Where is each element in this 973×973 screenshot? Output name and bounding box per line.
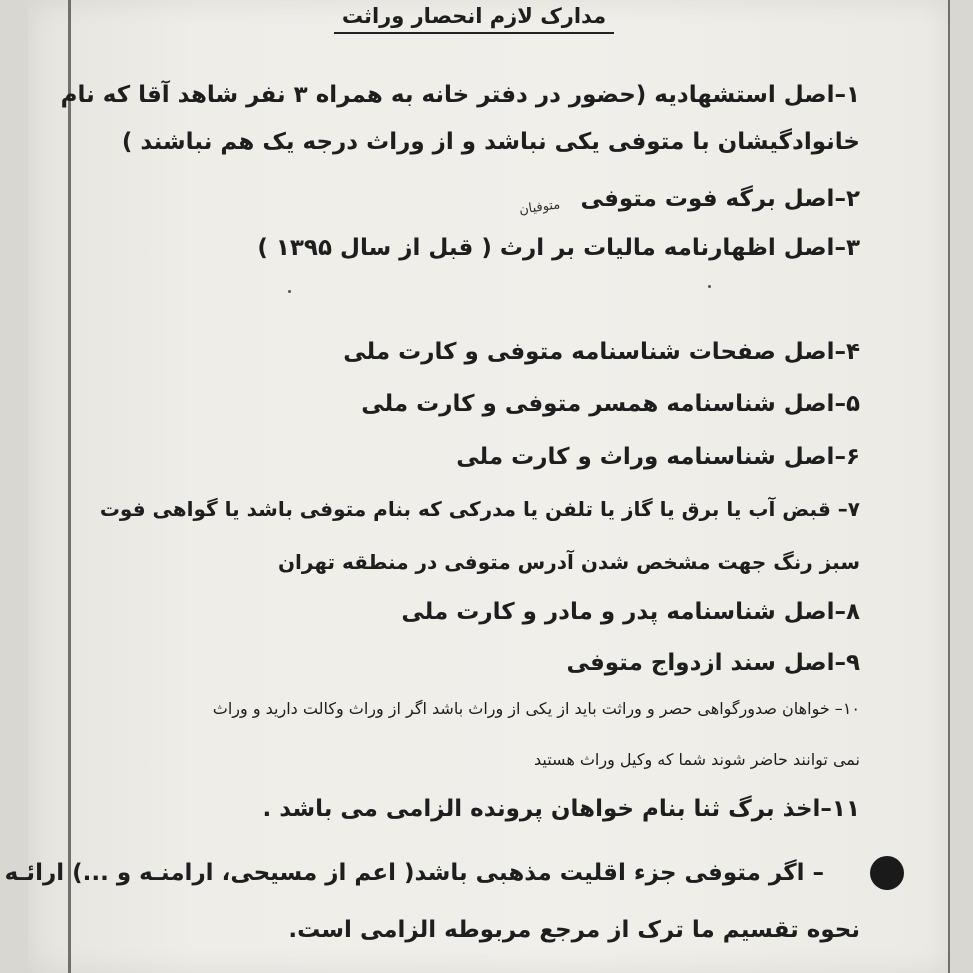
item-10-line-1: ۱۰– خواهان صدورگواهی حصر و وراثت باید از یکی از وراث باشد اگر از وراث وکالت دارید و وراث xyxy=(212,699,860,718)
item-1-line-1: ۱–اصل استشهادیه (حضور در دفتر خانه به همراه ۳ نفر شاهد آقا که نام xyxy=(60,82,860,108)
item-11: ۱۱–اخذ برگ ثنا بنام خواهان پرونده الزامی می باشد . xyxy=(262,796,860,822)
item-7-line-2: سبز رنگ جهت مشخص شدن آدرس متوفی در منطقه تهران xyxy=(277,550,860,574)
handwritten-note: متوفیان xyxy=(517,197,561,218)
item-7-line-1: ۷– قبض آب یا برق یا گاز یا تلفن یا مدرکی که بنام متوفی باشد یا گواهی فوت xyxy=(99,497,860,521)
item-9: ۹–اصل سند ازدواج متوفی xyxy=(566,650,860,676)
document-body xyxy=(4,0,860,973)
left-border-line xyxy=(68,0,71,973)
item-10-line-2: نمی توانند حاضر شوند شما که وکیل وراث هستید xyxy=(533,750,860,769)
bullet-dot-icon xyxy=(870,856,904,890)
paper-speck xyxy=(288,290,291,293)
item-2: ۲–اصل برگه فوت متوفی xyxy=(580,186,860,212)
item-5: ۵–اصل شناسنامه همسر متوفی و کارت ملی xyxy=(361,391,860,417)
right-border-line xyxy=(948,0,950,973)
note-minority-line-1: – اگر متوفی جزء اقلیت مذهبی باشد( اعم از مسیحی، ارامنـه و ...) ارائـه xyxy=(4,860,824,886)
item-3: ۳–اصل اظهارنامه مالیات بر ارث ( قبل از سال ۱۳۹۵ ) xyxy=(257,235,860,261)
document-title xyxy=(88,4,860,28)
item-8: ۸–اصل شناسنامه پدر و مادر و کارت ملی xyxy=(401,599,860,625)
paper-sheet xyxy=(4,0,950,973)
item-4: ۴–اصل صفحات شناسنامه متوفی و کارت ملی xyxy=(343,339,860,365)
item-6: ۶–اصل شناسنامه وراث و کارت ملی xyxy=(456,444,860,470)
title-text: مدارک لازم انحصار وراثت xyxy=(334,4,614,34)
note-minority-line-2: نحوه تقسیم ما ترک از مرجع مربوطه الزامی است. xyxy=(288,917,860,943)
item-1-line-2: خانوادگیشان با متوفی یکی نباشد و از وراث درجه یک هم نباشند ) xyxy=(121,129,860,155)
paper-speck xyxy=(708,285,711,288)
